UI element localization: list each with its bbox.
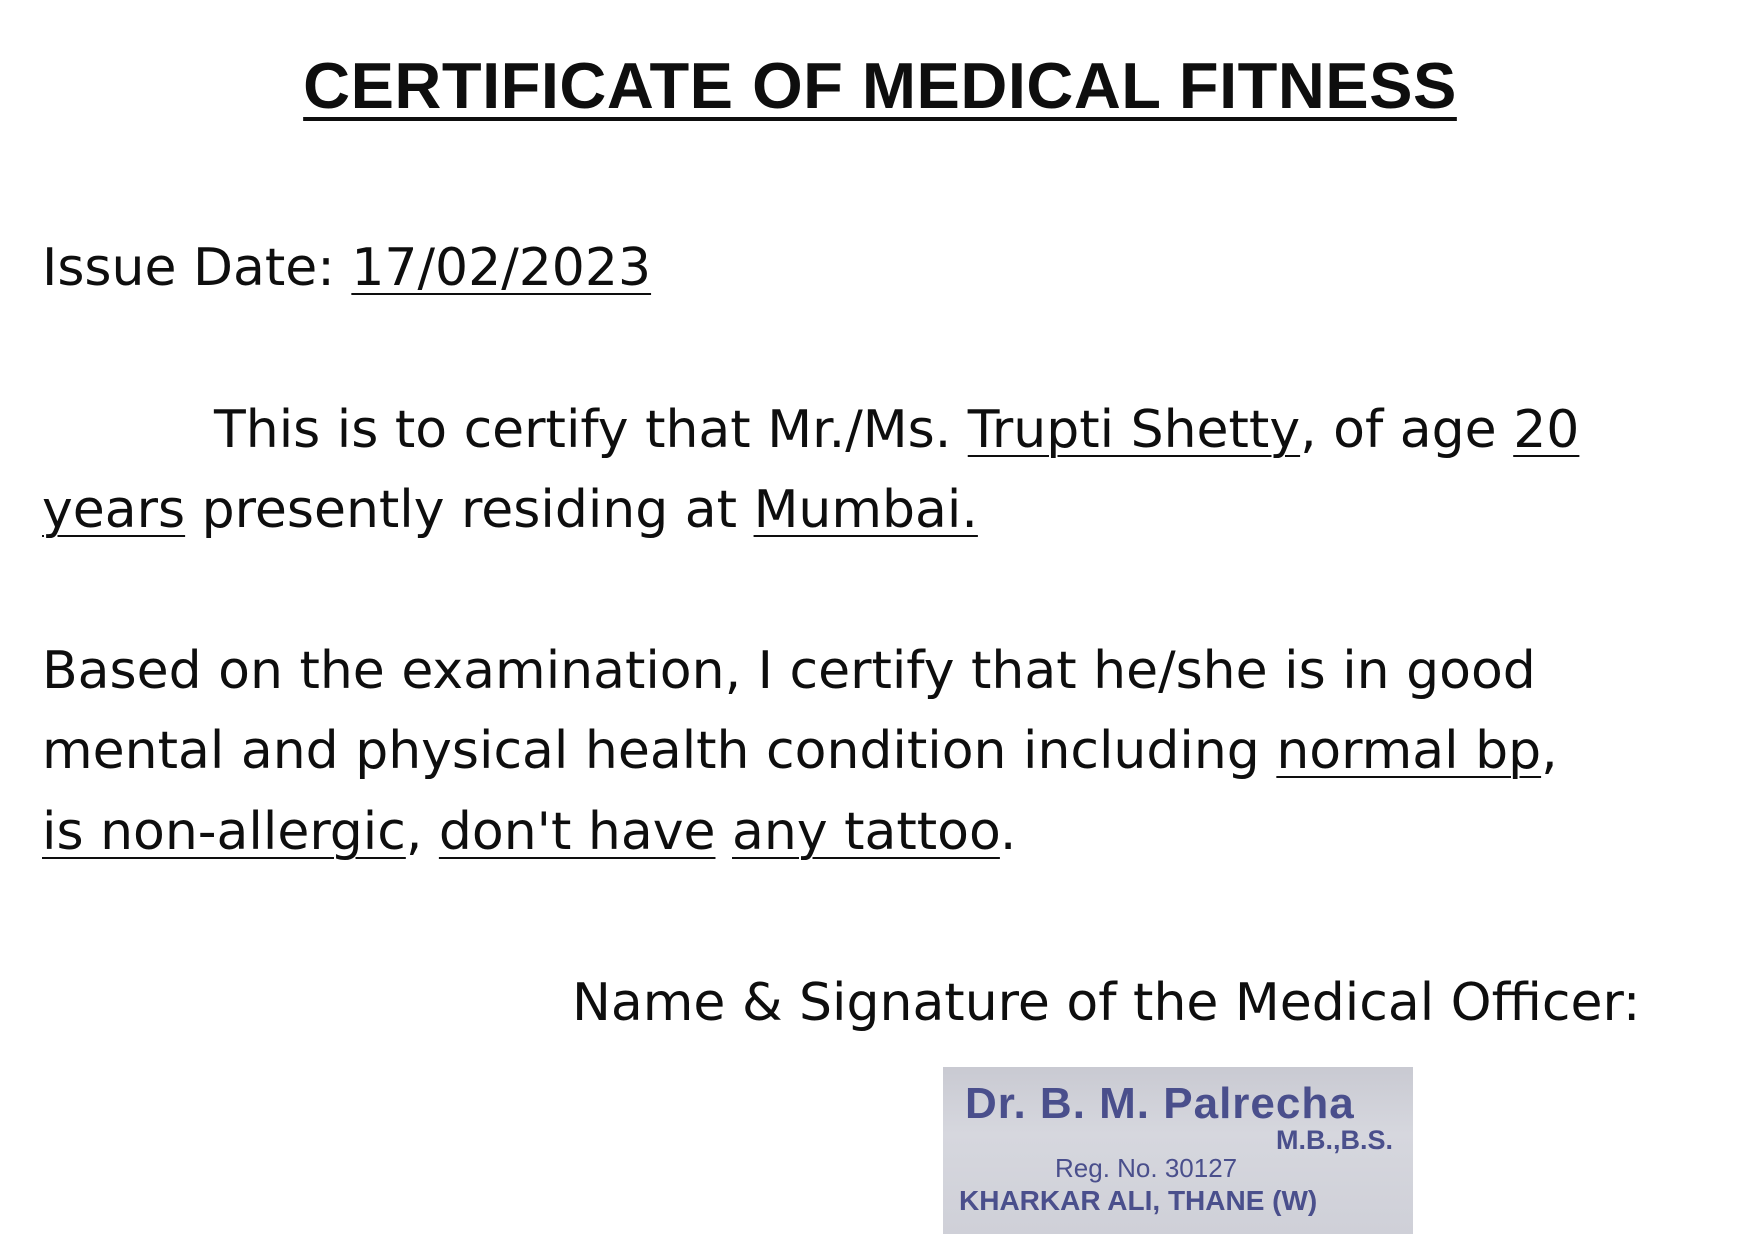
allergy-status: is non-allergic [42,802,406,862]
certificate-title: CERTIFICATE OF MEDICAL FITNESS [303,49,1457,122]
issue-date-value: 17/02/2023 [351,238,652,298]
residing-text: presently residing at [185,480,754,540]
exam-line-2-text: mental and physical health condition including [42,721,1277,781]
doctor-stamp [943,1067,1413,1234]
age-prefix: , of age [1300,400,1514,460]
exam-line-2 [42,716,1558,786]
patient-location: Mumbai. [753,480,978,540]
stamp-qualification: M.B.,B.S. [1275,1125,1393,1155]
exam-space [715,802,732,862]
exam-period: . [999,802,1017,862]
bp-status: normal bp [1276,721,1542,781]
stamp-registration: Reg. No. 30127 [1055,1153,1238,1183]
stamp-doctor-name: Dr. B. M. Palrecha [965,1079,1355,1128]
patient-age-number: 20 [1513,400,1580,460]
issue-date-label: Issue Date: [42,238,352,298]
patient-name: Trupti Shetty [967,400,1301,460]
exam-comma-1: , [1541,721,1558,781]
patient-age-unit: years [42,480,186,540]
exam-line-1: Based on the examination, I certify that he/she is in good [42,641,1536,701]
certify-intro: This is to certify that Mr./Ms. [214,400,968,460]
certify-line-1 [42,395,1579,465]
tattoo-status-a: don't have [438,802,716,862]
signature-label: Name & Signature of the Medical Officer: [572,973,1641,1033]
exam-comma-2: , [405,802,439,862]
exam-line-3 [42,797,1016,867]
issue-date-line [42,233,651,303]
tattoo-status-b: any tattoo [732,802,1000,862]
stamp-address: KHARKAR ALI, THANE (W) [959,1185,1318,1216]
certify-line-2 [42,475,978,545]
